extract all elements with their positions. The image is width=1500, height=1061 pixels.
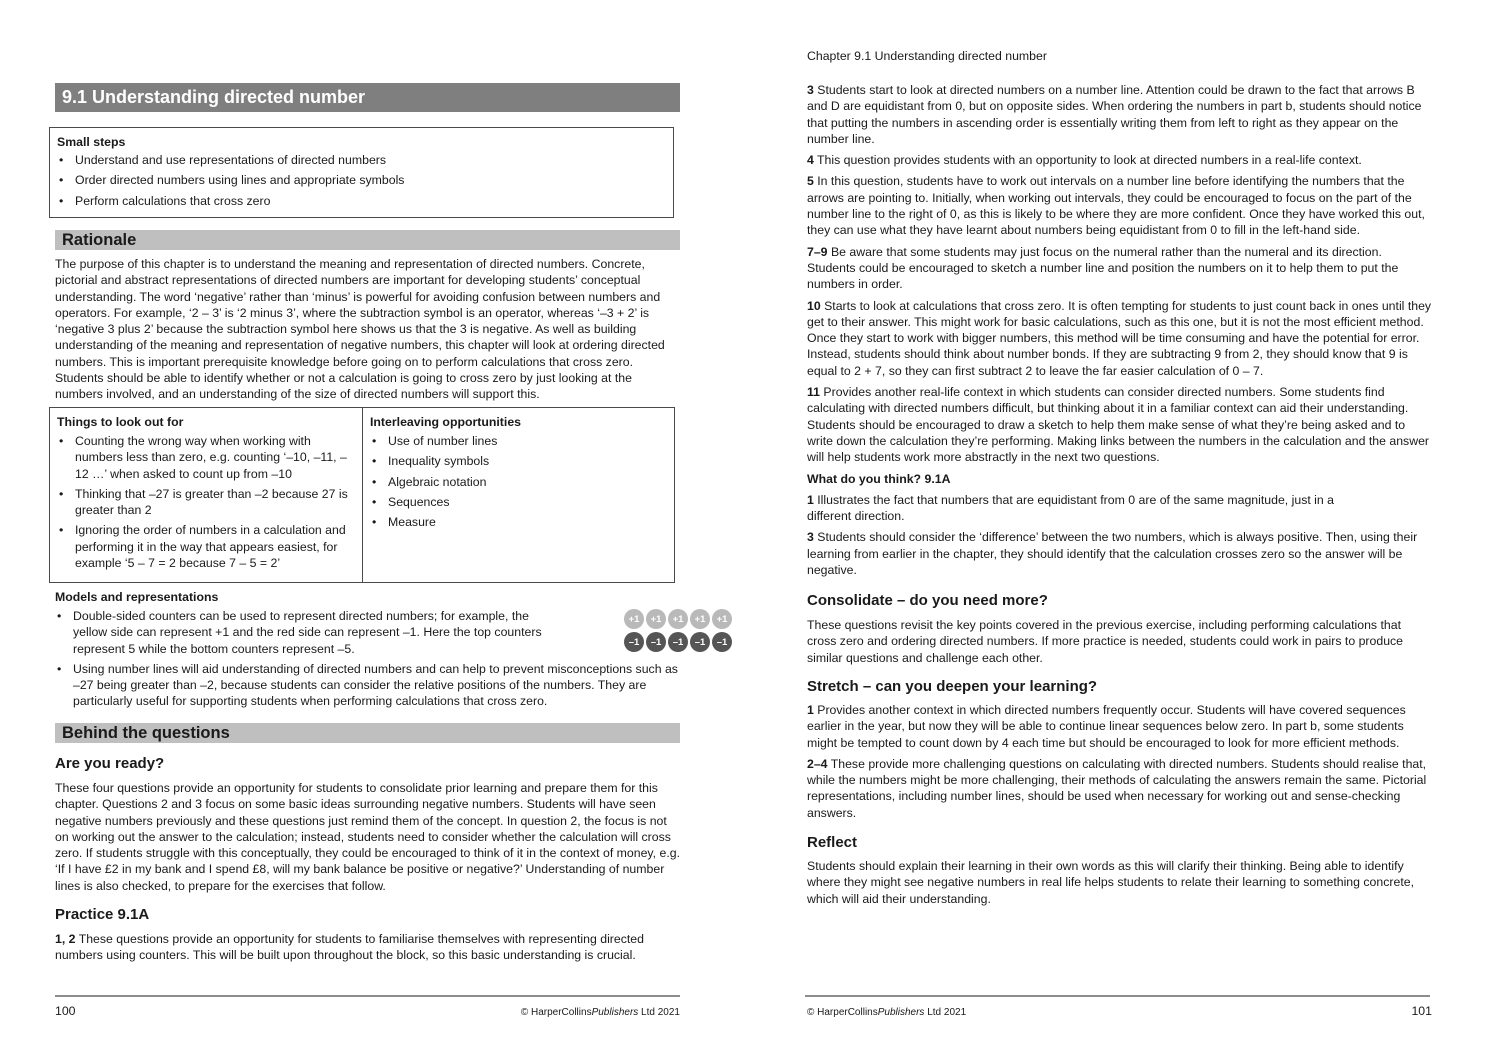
practice-notes (807, 82, 1432, 583)
question-note: 4 This question provides students with an opportunity to look at directed numbers in a real-life context. (807, 153, 1362, 168)
right-page (807, 0, 1432, 1061)
interleaving-item: • Measure (370, 514, 667, 530)
positive-counter: +1 (668, 609, 688, 629)
small-step-item: • Understand and use representations of directed numbers (57, 152, 666, 168)
page-number: 101 (1411, 1004, 1432, 1018)
rationale-heading: Rationale (55, 230, 680, 250)
negative-counter: –1 (690, 632, 710, 652)
lookout-item: • Counting the wrong way when working with numbers less than zero, e.g. counting ‘–10, –11, –12 …’ when asked to count up from –10 (57, 433, 355, 482)
stretch-heading: Stretch – can you deepen your learning? (807, 678, 1098, 695)
page-number: 100 (55, 1004, 76, 1018)
footer-divider (55, 995, 680, 997)
reflect-heading: Reflect (807, 834, 858, 851)
copyright: © HarperCollinsPublishers Ltd 2021 (807, 1007, 967, 1018)
small-steps-list (57, 152, 666, 209)
negative-counter: –1 (668, 632, 688, 652)
models-section (55, 590, 680, 714)
negative-counters-row (624, 632, 736, 652)
lookout-heading: Things to look out for (57, 415, 184, 429)
positive-counter: +1 (712, 609, 732, 629)
negative-counter: –1 (646, 632, 666, 652)
models-item: • Double-sided counters can be used to represent directed numbers; for example, the yellow side can represent +1 and the red side can represent –1. Here the top counters represent 5 while the bottom counters represent –5. (55, 608, 680, 657)
question-note: 11 Provides another real-life context in which students can consider directed numbers. Some students find calculating with directed numbers difficult, but thinking about it in a familiar context can aid their understanding. Students should be encouraged to draw a sketch to help them make sense of what they’re being asked and to write down the calculation they’re performing. Making links between the numbers in the calculation and the answer will help students work more abstractly in the next two questions. (807, 385, 1430, 465)
wdyt-heading: What do you think? 9.1A (807, 471, 951, 486)
interleaving-item: • Inequality symbols (370, 453, 667, 469)
negative-counter: –1 (712, 632, 732, 652)
are-you-ready-text: These four questions provide an opportunity for students to consolidate prior learning and prepare them for this chapter. Questions 2 and 3 focus on some basic ideas surrounding negative numbers. Students will have seen negative numbers previously and these questions just remind them of the concept. In question 2, the focus is not on working out the answer to the calculation; instead, students need to consider whether the calculation will cross zero. If students struggle with this conceptually, they could be encouraged to think of it in the context of money, e.g. ‘If I have £2 in my bank and I spend £8, will my bank balance be positive or negative?’ Understanding of number lines is also checked, to prepare for the exercises that follow. (55, 781, 680, 893)
lookout-item: • Thinking that –27 is greater than –2 because 27 is greater than 2 (57, 486, 355, 519)
small-step-item: • Order directed numbers using lines and appropriate symbols (57, 172, 666, 188)
small-steps-box (49, 127, 674, 218)
question-note: 1 Provides another context in which directed numbers frequently occur. Students will have covered sequences earlier in the year, but now they will be able to continue linear sequences below zero. In part b, some students might be tempted to count down by 4 each time but should be encouraged to look for more efficient methods. (807, 703, 1406, 750)
running-header: Chapter 9.1 Understanding directed number (807, 49, 1047, 63)
lookout-item: • Ignoring the order of numbers in a calculation and performing it in the way that appears easiest, for example ‘5 – 7 = 2 because 7 – 5 = 2’ (57, 522, 355, 571)
models-item: • Using number lines will aid understanding of directed numbers and can help to prevent misconceptions such as –27 being greater than –2, because students can consider the relative positions of the numbers. They are particularly useful for supporting students when performing calculations that cross zero. (55, 661, 680, 710)
lookout-interleaving-table (49, 407, 675, 583)
question-note: 3 Students start to look at directed numbers on a number line. Attention could be drawn to the fact that arrows B and D are equidistant from 0, but on opposite sides. When ordering the numbers in part b, students should notice that putting the numbers in ascending order is essentially writing them from left to right as they appear on the number line. (807, 83, 1422, 146)
consolidate-text: These questions revisit the key points covered in the previous exercise, including performing calculations that cross zero and ordering directed numbers. If more practice is needed, students could work in pairs to produce similar questions and challenge each other. (807, 618, 1404, 665)
small-step-item: • Perform calculations that cross zero (57, 193, 666, 209)
counters-illustration (624, 609, 736, 655)
question-note: 10 Starts to look at calculations that cross zero. It is often tempting for students to just count back in ones until they get to their answer. This might work for basic calculations, such as this one, but it is not the most efficient method. Once they start to work with bigger numbers, this method will be time consuming and have the potential for error. Instead, students should think about number bonds. If they are subtracting 9 from 2, they should know that 9 is equal to 2 + 7, so they can first subtract 2 to leave the far easier calculation of 0 – 7. (807, 298, 1432, 378)
copyright: © HarperCollinsPublishers Ltd 2021 (520, 1007, 680, 1018)
question-note: 5 In this question, students have to work out intervals on a number line before identifying the numbers that the arrows are pointing to. Initially, when working out intervals, they could be encouraged to focus on the part of the number line to the right of 0, as this is likely to be where they are more confident. Once they have worked this out, they can use what they have learnt about numbers being equidistant from 0 to fill in the left-hand side. (807, 174, 1425, 238)
positive-counter: +1 (624, 609, 644, 629)
interleaving-item: • Sequences (370, 494, 667, 510)
interleaving-column (363, 408, 674, 582)
interleaving-item: • Algebraic notation (370, 474, 667, 490)
are-you-ready-heading: Are you ready? (55, 755, 165, 772)
question-note: 7–9 Be aware that some students may just focus on the numeral rather than the numeral and its direction. Students could be encouraged to sketch a number line and position the numbers on it to help them to put the numbers in order. (807, 244, 1399, 292)
models-heading: Models and representations (55, 590, 219, 604)
small-steps-heading: Small steps (57, 135, 126, 149)
behind-questions-heading: Behind the questions (55, 723, 680, 743)
positive-counter: +1 (690, 609, 710, 629)
interleaving-heading: Interleaving opportunities (370, 415, 521, 429)
reflect-text: Students should explain their learning in their own words as this will clarify their thinking. Being able to identify where they might see negative numbers in real life helps students to relate their learning to something concrete, which will aid their understanding. (807, 859, 1414, 906)
negative-counter: –1 (624, 632, 644, 652)
interleaving-item: • Use of number lines (370, 433, 667, 449)
left-page (55, 0, 728, 1061)
lookout-column (50, 408, 363, 582)
lesson-title: 9.1 Understanding directed number (55, 83, 680, 112)
question-note: 1 Illustrates the fact that numbers that are equidistant from 0 are of the same magnitude, just in a different direction. (807, 492, 1335, 524)
positive-counters-row (624, 609, 736, 629)
rationale-text: The purpose of this chapter is to understand the meaning and representation of directed numbers. Concrete, pictorial and abstract representations of directed numbers are important for developing students’ conceptual understanding. The word ‘negative’ rather than ‘minus’ is powerful for avoiding confusion between numbers and operators. For example, ‘2 – 3’ is ‘2 minus 3’, where the subtraction symbol is an operator, whereas ‘–3 + 2’ is ‘negative 3 plus 2’ because the subtraction symbol here shows us that the 3 is negative. As well as building understanding of the meaning and representation of negative numbers, this chapter will look at ordering directed numbers. This is important prerequisite knowledge before going on to perform calculations that cross zero. Students should be able to identify whether or not a calculation is going to cross zero by just looking at the numbers involved, and an understanding of the size of directed numbers will support this. (55, 257, 665, 402)
positive-counter: +1 (646, 609, 666, 629)
question-number: 1, 2 (55, 932, 76, 946)
question-note: 2–4 These provide more challenging questions on calculating with directed numbers. Students should realise that, while the numbers might be more challenging, their methods of calculating the answers remain the same. Pictorial representations, including number lines, should be used when necessary for working out and sense-checking answers. (807, 756, 1427, 820)
practice-heading: Practice 9.1A (55, 906, 150, 923)
practice-text: 1, 2 These questions provide an opportunity for students to familiarise themselves with representing directed numbers using counters. This will be built upon throughout the block, so this basic understanding is crucial. (55, 932, 644, 963)
stretch-notes (807, 702, 1432, 826)
consolidate-heading: Consolidate – do you need more? (807, 592, 1048, 609)
footer-divider (805, 995, 1430, 997)
question-note: 3 Students should consider the ‘difference’ between the two numbers, which is always positive. Then, using their learning from earlier in the chapter, they should identify that the calculation crosses zero so the answer will be negative. (807, 530, 1418, 578)
